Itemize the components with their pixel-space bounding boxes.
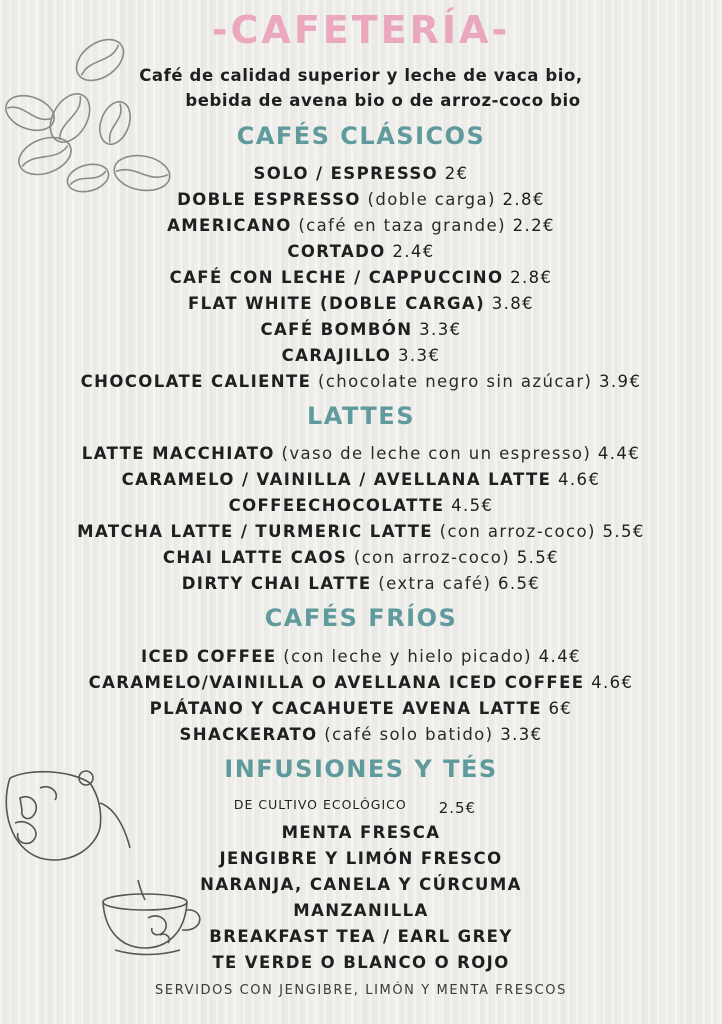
menu-item bbox=[0, 722, 722, 748]
menu-item bbox=[0, 950, 722, 976]
menu-item-name: CARAMELO/VAINILLA O AVELLANA ICED COFFEE bbox=[88, 673, 585, 692]
menu-item-price: 4.6€ bbox=[558, 470, 601, 489]
menu-item-name: PLÁTANO Y CACAHUETE AVENA LATTE bbox=[149, 699, 542, 718]
menu-item-note: (café en taza grande) bbox=[298, 216, 506, 235]
menu-item bbox=[0, 161, 722, 187]
section-heading-lattes: LATTES bbox=[307, 402, 415, 430]
menu-item-note: (vaso de leche con un espresso) bbox=[281, 444, 592, 463]
menu-item bbox=[0, 265, 722, 291]
menu-item-name: CHOCOLATE CALIENTE bbox=[80, 372, 312, 391]
menu-item bbox=[0, 441, 722, 467]
menu-item bbox=[0, 696, 722, 722]
menu-item bbox=[0, 846, 722, 872]
menu-item-note: (doble carga) bbox=[367, 190, 496, 209]
infusiones-subheading: DE CULTIVO ECOLÓGICO bbox=[233, 797, 407, 812]
menu-item-price: 3.8€ bbox=[491, 294, 535, 313]
menu-item-name: TE VERDE O BLANCO O ROJO bbox=[212, 953, 510, 972]
menu-item-name: COFFEECHOCOLATTE bbox=[228, 496, 445, 515]
menu-item-price: 2.2€ bbox=[512, 216, 555, 235]
menu-item-note: (con arroz-coco) bbox=[353, 548, 511, 567]
menu-item bbox=[0, 644, 722, 670]
menu-item-price: 3.3€ bbox=[500, 725, 543, 744]
menu-item-name: CARAMELO / VAINILLA / AVELLANA LATTE bbox=[121, 470, 552, 489]
menu-item-name: MATCHA LATTE / TURMERIC LATTE bbox=[77, 522, 433, 541]
menu-item-price: 6.5€ bbox=[497, 574, 541, 593]
menu-item-name: NARANJA, CANELA Y CÚRCUMA bbox=[200, 875, 522, 894]
menu-item bbox=[0, 545, 722, 571]
section-heading-infusiones: INFUSIONES Y TÉS bbox=[224, 755, 498, 783]
section-heading-clasicos: CAFÉS CLÁSICOS bbox=[236, 122, 486, 150]
menu-item-price: 2€ bbox=[444, 164, 469, 183]
menu-item bbox=[0, 291, 722, 317]
menu-item bbox=[0, 187, 722, 213]
menu-item bbox=[0, 213, 722, 239]
menu-item bbox=[0, 924, 722, 950]
menu-item-name: SHACKERATO bbox=[179, 725, 318, 744]
menu-item-price: 4.6€ bbox=[591, 673, 634, 692]
menu-item-price: 6€ bbox=[548, 699, 573, 718]
page-title: -CAFETERÍA- bbox=[211, 8, 511, 52]
menu-item bbox=[0, 820, 722, 846]
menu-item-name: DOBLE ESPRESSO bbox=[177, 190, 361, 209]
menu-item-name: ICED COFFEE bbox=[141, 647, 277, 666]
menu-item-name: BREAKFAST TEA / EARL GREY bbox=[209, 927, 513, 946]
menu-item bbox=[0, 317, 722, 343]
menu-item bbox=[0, 898, 722, 924]
menu-item-price: 3.3€ bbox=[419, 320, 462, 339]
infusiones-subheading-row bbox=[0, 795, 716, 817]
menu-item-price: 5.5€ bbox=[516, 548, 560, 567]
menu-item-name: AMERICANO bbox=[167, 216, 292, 235]
menu-item bbox=[0, 493, 722, 519]
menu-item bbox=[0, 369, 722, 395]
menu-item-name: DIRTY CHAI LATTE bbox=[181, 574, 372, 593]
menu-item-name: JENGIBRE Y LIMÓN FRESCO bbox=[219, 849, 503, 868]
menu-item-name: CAFÉ BOMBÓN bbox=[260, 320, 413, 339]
menu-item-name: CAFÉ CON LECHE / CAPPUCCINO bbox=[169, 268, 504, 287]
menu-item bbox=[0, 670, 722, 696]
menu-item-note: (con leche y hielo picado) bbox=[283, 647, 532, 666]
menu-item-price: 4.4€ bbox=[538, 647, 581, 666]
menu-item bbox=[0, 239, 722, 265]
menu-item-name: LATTE MACCHIATO bbox=[81, 444, 275, 463]
menu-item bbox=[0, 872, 722, 898]
menu-item-note: (café solo batido) bbox=[324, 725, 494, 744]
menu-item-price: 3.3€ bbox=[398, 346, 441, 365]
menu-item-note: (extra café) bbox=[378, 574, 492, 593]
infusiones-price: 2.5€ bbox=[438, 799, 477, 817]
menu-item-note: (con arroz-coco) bbox=[439, 522, 596, 541]
infusiones-footer: SERVIDOS CON JENGIBRE, LIMÓN Y MENTA FRESCOS bbox=[155, 983, 567, 998]
menu-item bbox=[0, 343, 722, 369]
menu-item-price: 2.8€ bbox=[502, 190, 545, 209]
menu-item bbox=[0, 519, 722, 545]
menu-item-name: MANZANILLA bbox=[293, 901, 429, 920]
subtitle-line-2: bebida de avena bio o de arroz-coco bio bbox=[185, 91, 581, 110]
menu-item-price: 3.9€ bbox=[599, 372, 642, 391]
subtitle-line-1: Café de calidad superior y leche de vaca bio, bbox=[139, 66, 583, 85]
menu-item-name: CARAJILLO bbox=[281, 346, 392, 365]
menu-item-name: SOLO / ESPRESSO bbox=[253, 164, 439, 183]
menu-item-price: 2.4€ bbox=[392, 242, 435, 261]
menu-item-name: CHAI LATTE CAOS bbox=[162, 548, 348, 567]
menu-item-name: FLAT WHITE (DOBLE CARGA) bbox=[187, 294, 486, 313]
menu-item-price: 5.5€ bbox=[602, 522, 645, 541]
menu-item-price: 4.5€ bbox=[451, 496, 494, 515]
menu-item-price: 4.4€ bbox=[597, 444, 641, 463]
menu-item-name: MENTA FRESCA bbox=[281, 823, 441, 842]
menu-item-price: 2.8€ bbox=[510, 268, 553, 287]
menu-item bbox=[0, 571, 722, 597]
menu-item-name: CORTADO bbox=[287, 242, 386, 261]
section-heading-frios: CAFÉS FRÍOS bbox=[264, 604, 458, 632]
menu-item bbox=[0, 467, 722, 493]
menu-item-note: (chocolate negro sin azúcar) bbox=[318, 372, 593, 391]
